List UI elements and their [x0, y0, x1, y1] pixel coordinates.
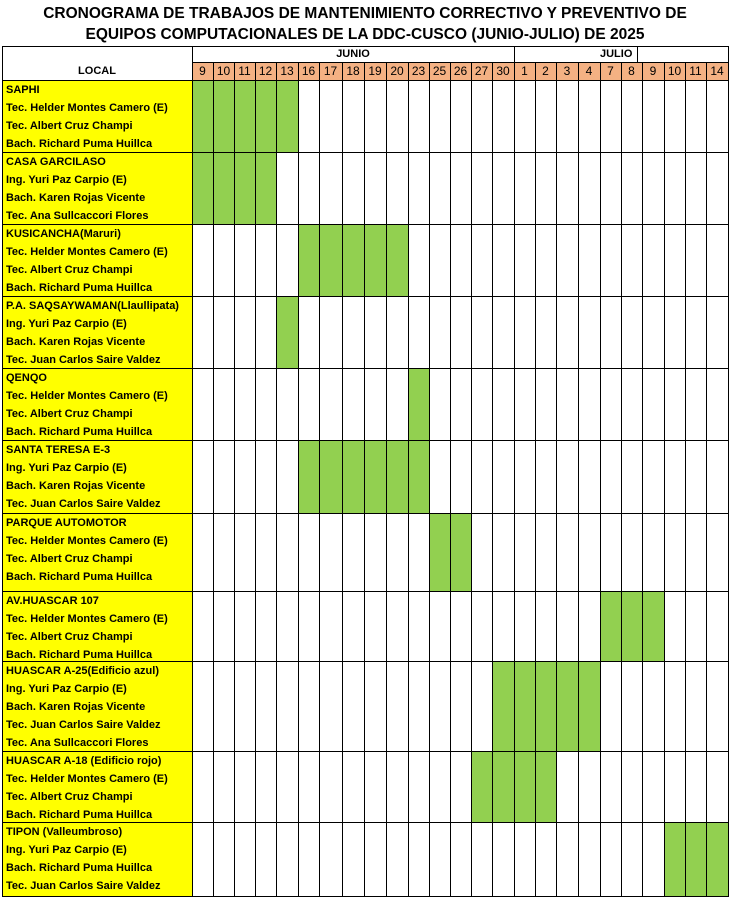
scheduled-day-cell	[234, 152, 255, 224]
day-column-line	[276, 62, 277, 897]
day-column-line	[213, 62, 214, 897]
day-column-line	[600, 62, 601, 897]
day-number: 17	[323, 64, 338, 78]
scheduled-day-cell	[213, 80, 234, 152]
team-member: Ing. Yuri Paz Carpio (E)	[6, 462, 127, 474]
scheduled-day-cell	[213, 152, 234, 224]
team-member: Tec. Ana Sullcaccori Flores	[6, 210, 149, 222]
location-name: QENQO	[6, 372, 47, 384]
day-number: 26	[453, 64, 468, 78]
day-number: 8	[628, 64, 635, 78]
scheduled-day-cell	[386, 440, 408, 513]
day-column-line	[319, 62, 320, 897]
day-number: 2	[542, 64, 549, 78]
scheduled-day-cell	[535, 751, 556, 822]
scheduled-day-cell	[471, 751, 492, 822]
team-member: Tec. Juan Carlos Saire Valdez	[6, 719, 161, 731]
team-member: Tec. Juan Carlos Saire Valdez	[6, 354, 161, 366]
team-member: Ing. Yuri Paz Carpio (E)	[6, 844, 127, 856]
day-column-line	[386, 62, 387, 897]
scheduled-day-cell	[450, 513, 471, 591]
day-column-line	[408, 62, 409, 897]
day-column-line	[298, 62, 299, 897]
team-member: Bach. Richard Puma Huillca	[6, 571, 153, 583]
day-column-line	[364, 62, 365, 897]
grid-left-border	[2, 46, 3, 897]
location-name: HUASCAR A-25(Edificio azul)	[6, 665, 159, 677]
team-member: Bach. Richard Puma Huillca	[6, 649, 153, 661]
team-member: Bach. Karen Rojas Vicente	[6, 192, 146, 204]
scheduled-day-cell	[298, 224, 319, 296]
location-name: CASA GARCILASO	[6, 156, 106, 168]
location-name: TIPON (Valleumbroso)	[6, 826, 123, 838]
day-number: 4	[585, 64, 593, 78]
scheduled-day-cell	[408, 440, 429, 513]
day-number: 14	[710, 64, 724, 78]
day-number: 30	[496, 64, 510, 78]
scheduled-day-cell	[514, 661, 535, 751]
scheduled-day-cell	[492, 751, 514, 822]
local-column-border	[192, 46, 193, 897]
team-member: Bach. Richard Puma Huillca	[6, 809, 153, 821]
scheduled-day-cell	[492, 661, 514, 751]
scheduled-day-cell	[255, 80, 276, 152]
day-column-line	[621, 62, 622, 897]
day-number: 12	[258, 64, 273, 78]
team-member: Bach. Richard Puma Huillca	[6, 138, 153, 150]
team-member: Tec. Helder Montes Camero (E)	[6, 535, 168, 547]
scheduled-day-cell	[706, 822, 728, 896]
team-member: Tec. Helder Montes Camero (E)	[6, 102, 168, 114]
location-name: SAPHI	[6, 84, 40, 96]
team-member: Tec. Juan Carlos Saire Valdez	[6, 880, 161, 892]
day-column-line	[234, 62, 235, 897]
scheduled-day-cell	[364, 224, 386, 296]
team-member: Bach. Richard Puma Huillca	[6, 862, 153, 874]
location-name: KUSICANCHA(Maruri)	[6, 228, 121, 240]
day-number: 19	[368, 64, 382, 78]
day-number: 11	[689, 64, 702, 78]
team-member: Bach. Karen Rojas Vicente	[6, 336, 146, 348]
team-member: Tec. Albert Cruz Champi	[6, 120, 133, 132]
day-number: 1	[521, 64, 528, 78]
day-number: 13	[280, 64, 294, 78]
team-member: Tec. Helder Montes Camero (E)	[6, 390, 168, 402]
team-member: Tec. Albert Cruz Champi	[6, 264, 133, 276]
day-column-line	[535, 62, 536, 897]
team-member: Tec. Helder Montes Camero (E)	[6, 246, 168, 258]
title-line-2: EQUIPOS COMPUTACIONALES DE LA DDC-CUSCO (JUNIO-JULIO) DE 2025	[85, 26, 645, 43]
location-name: HUASCAR A-18 (Edificio rojo)	[6, 755, 162, 767]
team-member: Tec. Albert Cruz Champi	[6, 408, 133, 420]
day-column-line	[578, 62, 579, 897]
scheduled-day-cell	[255, 152, 276, 224]
scheduled-day-cell	[192, 80, 213, 152]
scheduled-day-cell	[276, 296, 298, 368]
title-line-1: CRONOGRAMA DE TRABAJOS DE MANTENIMIENTO CORRECTIVO Y PREVENTIVO DE	[43, 5, 687, 22]
day-column-line	[664, 62, 665, 897]
scheduled-day-cell	[319, 224, 342, 296]
day-number: 18	[346, 64, 360, 78]
day-column-line	[342, 62, 343, 897]
team-member: Bach. Richard Puma Huillca	[6, 426, 153, 438]
scheduled-day-cell	[408, 368, 429, 440]
scheduled-day-cell	[535, 661, 556, 751]
team-member: Tec. Albert Cruz Champi	[6, 553, 133, 565]
scheduled-day-cell	[234, 80, 255, 152]
day-number: 27	[474, 64, 489, 78]
team-member: Tec. Albert Cruz Champi	[6, 631, 133, 643]
scheduled-day-cell	[364, 440, 386, 513]
scheduled-day-cell	[386, 224, 408, 296]
scheduled-day-cell	[319, 440, 342, 513]
scheduled-day-cell	[342, 224, 364, 296]
team-member: Tec. Juan Carlos Saire Valdez	[6, 498, 161, 510]
day-number: 25	[432, 64, 447, 78]
team-member: Tec. Helder Montes Camero (E)	[6, 773, 168, 785]
group-separator	[2, 896, 729, 897]
day-column-line	[685, 62, 686, 897]
day-number: 11	[238, 64, 251, 78]
location-name: AV.HUASCAR 107	[6, 595, 99, 607]
day-number: 9	[649, 64, 657, 78]
day-column-line	[642, 62, 643, 897]
location-name: SANTA TERESA E-3	[6, 444, 111, 456]
day-number: 3	[563, 64, 571, 78]
scheduled-day-cell	[578, 661, 600, 751]
month-label-july: JULIO	[600, 48, 633, 60]
team-member: Ing. Yuri Paz Carpio (E)	[6, 174, 127, 186]
day-column-line	[450, 62, 451, 897]
location-name: PARQUE AUTOMOTOR	[6, 517, 127, 529]
day-number: 20	[390, 64, 404, 78]
team-member: Tec. Albert Cruz Champi	[6, 791, 133, 803]
day-number: 10	[216, 64, 231, 78]
day-column-line	[556, 62, 557, 897]
team-member: Tec. Helder Montes Camero (E)	[6, 613, 168, 625]
location-name: P.A. SAQSAYWAMAN(Llaullipata)	[6, 300, 179, 312]
day-column-line	[255, 62, 256, 897]
team-member: Bach. Karen Rojas Vicente	[6, 480, 146, 492]
scheduled-day-cell	[621, 591, 642, 661]
grid-right-border	[728, 46, 729, 897]
scheduled-day-cell	[298, 440, 319, 513]
day-number: 7	[607, 64, 614, 78]
team-member: Ing. Yuri Paz Carpio (E)	[6, 683, 127, 695]
scheduled-day-cell	[429, 513, 450, 591]
day-number: 23	[411, 64, 426, 78]
day-number: 9	[199, 64, 206, 78]
scheduled-day-cell	[664, 822, 685, 896]
scheduled-day-cell	[556, 661, 578, 751]
day-column-line	[514, 62, 515, 897]
scheduled-day-cell	[192, 152, 213, 224]
day-column-line	[429, 62, 430, 897]
day-number: 10	[667, 64, 682, 78]
team-member: Ing. Yuri Paz Carpio (E)	[6, 318, 127, 330]
month-label-june: JUNIO	[336, 48, 370, 60]
scheduled-day-cell	[276, 80, 298, 152]
scheduled-day-cell	[514, 751, 535, 822]
scheduled-day-cell	[600, 591, 621, 661]
local-column-header: LOCAL	[78, 65, 116, 77]
team-member: Tec. Ana Sullcaccori Flores	[6, 737, 149, 749]
scheduled-day-cell	[642, 591, 664, 661]
month-divider	[514, 46, 515, 62]
day-column-line	[492, 62, 493, 897]
team-member: Bach. Richard Puma Huillca	[6, 282, 153, 294]
scheduled-day-cell	[342, 440, 364, 513]
day-number: 16	[301, 64, 316, 78]
team-member: Bach. Karen Rojas Vicente	[6, 701, 146, 713]
day-column-line	[706, 62, 707, 897]
day-column-line	[471, 62, 472, 897]
scheduled-day-cell	[685, 822, 706, 896]
